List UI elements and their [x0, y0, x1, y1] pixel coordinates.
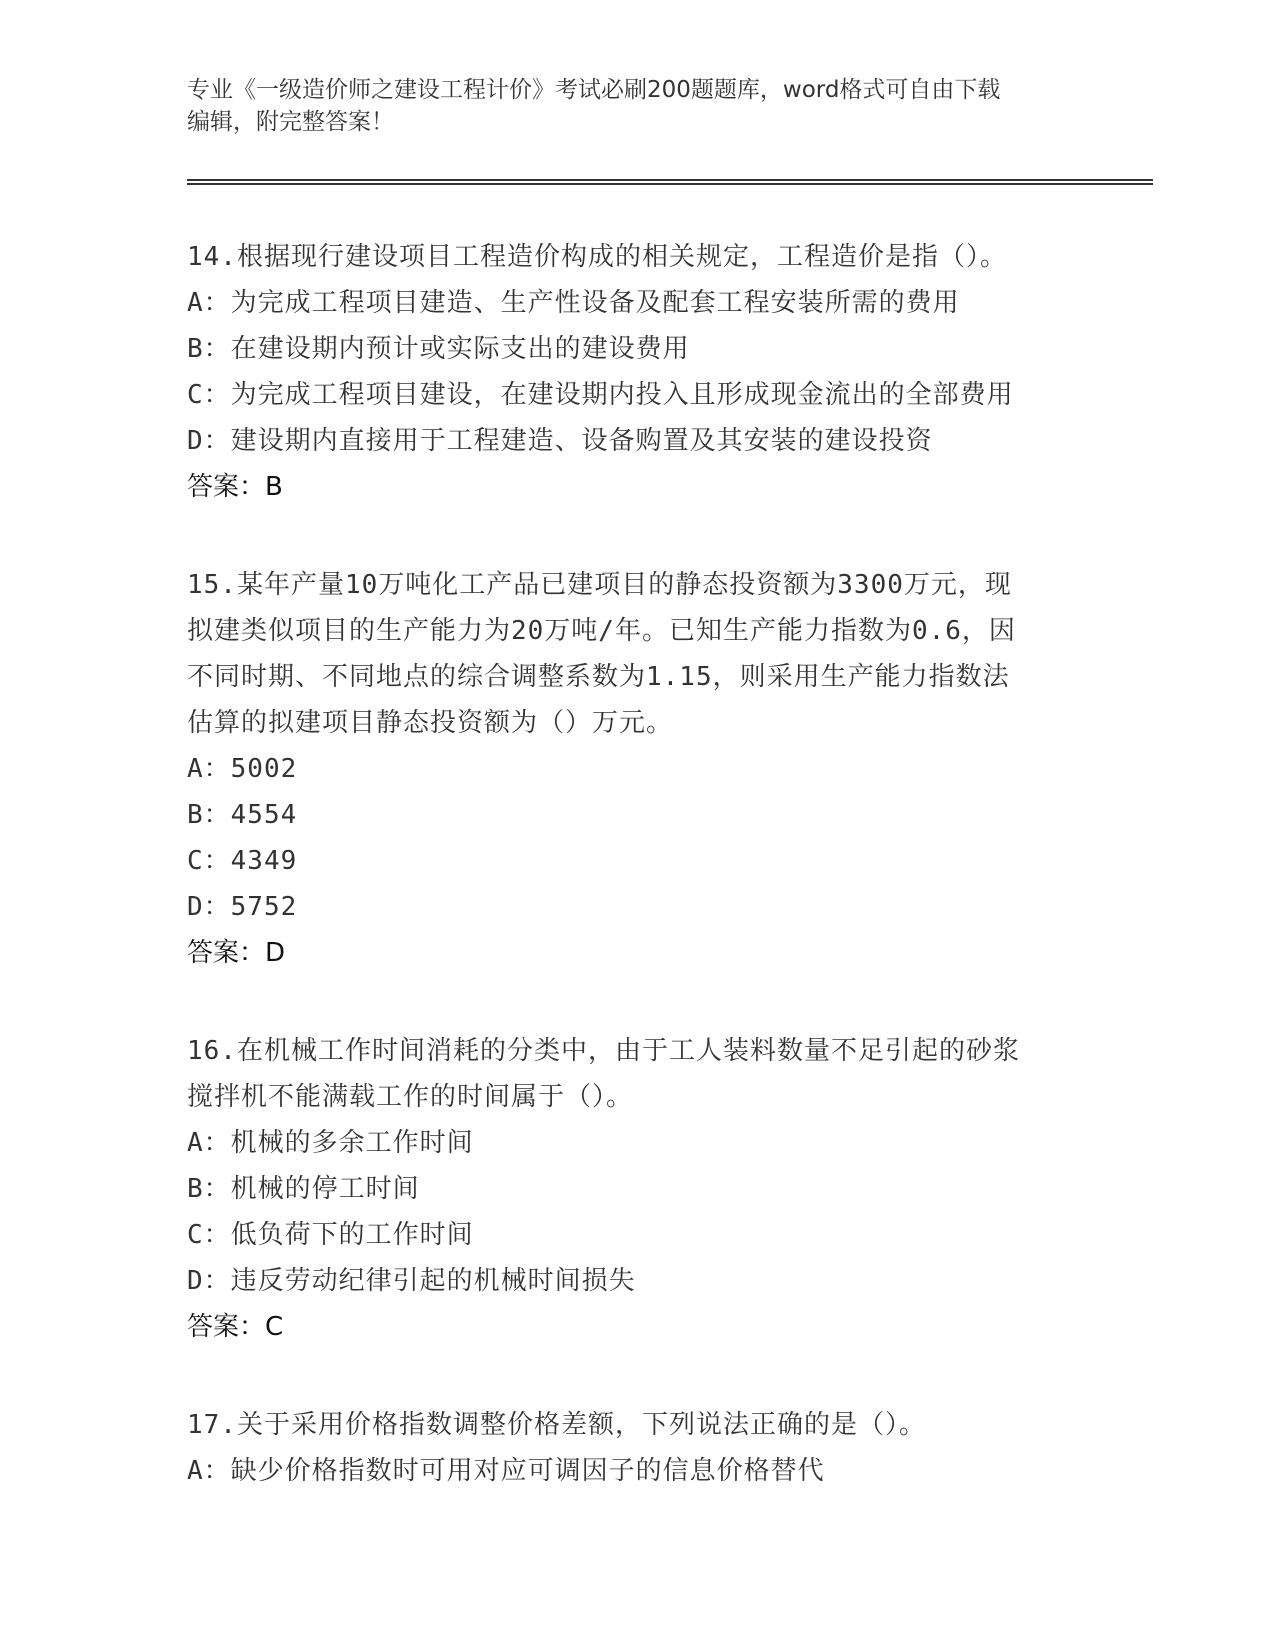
answer-label: 答案：	[187, 938, 266, 968]
option-c: C：为完成工程项目建设，在建设期内投入且形成现金流出的全部费用	[187, 380, 1014, 410]
option-a: A：为完成工程项目建造、生产性设备及配套工程安装所需的费用	[187, 288, 960, 318]
answer-label: 答案：	[187, 472, 266, 502]
answer-line	[187, 930, 1117, 976]
header-line-1: 专业《一级造价师之建设工程计价》考试必刷200题题库，word格式可自由下载	[187, 77, 1001, 103]
option-d: D：违反劳动纪律引起的机械时间损失	[187, 1266, 636, 1296]
question-14	[187, 234, 1117, 510]
question-stem: 15.某年产量10万吨化工产品已建项目的静态投资额为3300万元，现	[187, 570, 1012, 600]
question-stem: 17.关于采用价格指数调整价格差额，下列说法正确的是（）。	[187, 1410, 926, 1440]
option-b: B：在建设期内预计或实际支出的建设费用	[187, 334, 690, 364]
option-c: C：低负荷下的工作时间	[187, 1220, 474, 1250]
question-stem: 拟建类似项目的生产能力为20万吨/年。已知生产能力指数为0.6，因	[187, 616, 1016, 646]
option-a: A：机械的多余工作时间	[187, 1128, 474, 1158]
question-stem: 14.根据现行建设项目工程造价构成的相关规定，工程造价是指（）。	[187, 242, 1007, 272]
question-stem: 估算的拟建项目静态投资额为（）万元。	[187, 708, 674, 738]
question-17	[187, 1402, 1117, 1494]
answer-label: 答案：	[187, 1312, 266, 1342]
option-d: D：5752	[187, 892, 298, 922]
option-d: D：建设期内直接用于工程建造、设备购置及其安装的建设投资	[187, 426, 933, 456]
answer-line	[187, 1304, 1117, 1350]
header-line-2: 编辑，附完整答案！	[187, 109, 394, 135]
answer-value: C	[265, 1312, 284, 1342]
question-stem: 16.在机械工作时间消耗的分类中，由于工人装料数量不足引起的砂浆	[187, 1036, 1020, 1066]
answer-value: D	[265, 938, 286, 968]
option-a: A：缺少价格指数时可用对应可调因子的信息价格替代	[187, 1456, 825, 1486]
question-list	[187, 234, 1117, 1546]
option-a: A：5002	[187, 754, 298, 784]
option-b: B：机械的停工时间	[187, 1174, 420, 1204]
header-double-rule	[187, 179, 1153, 185]
page-header	[187, 74, 1087, 138]
answer-value: B	[265, 472, 283, 502]
option-b: B：4554	[187, 800, 298, 830]
answer-line	[187, 464, 1117, 510]
option-c: C：4349	[187, 846, 298, 876]
question-stem: 搅拌机不能满载工作的时间属于（）。	[187, 1082, 634, 1112]
question-stem: 不同时期、不同地点的综合调整系数为1.15，则采用生产能力指数法	[187, 662, 1010, 692]
question-16	[187, 1028, 1117, 1350]
question-15	[187, 562, 1117, 976]
